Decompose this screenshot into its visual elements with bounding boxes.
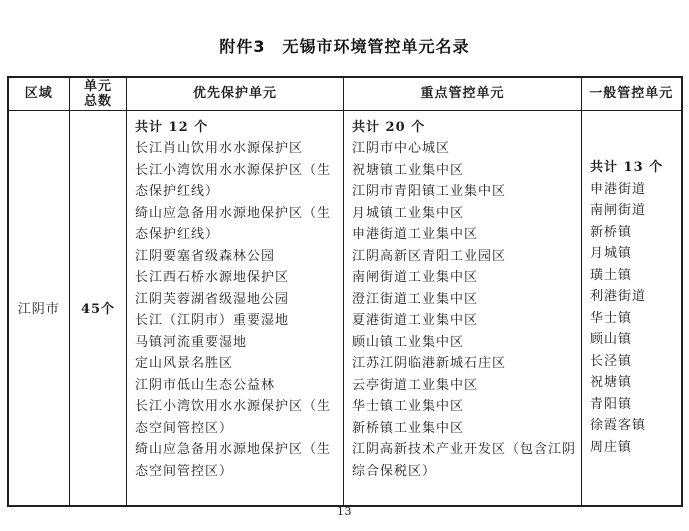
priority-unit-item: 江阴要塞省级森林公园 bbox=[135, 248, 276, 264]
region-name: 江阴市 bbox=[17, 302, 60, 318]
header-region-label: 区域 bbox=[24, 86, 53, 102]
priority-unit-item: 长江小湾饮用水水源保护区（生态空间管控区） bbox=[135, 399, 332, 436]
priority-unit-item: 江阴芙蓉湖省级湿地公园 bbox=[135, 291, 290, 307]
unit-total-value: 45个 bbox=[80, 302, 116, 318]
general-control-units-cell bbox=[582, 110, 682, 506]
general-control-unit-item: 青阳镇 bbox=[590, 396, 633, 412]
priority-units-summary: 共计 12 个 bbox=[135, 119, 209, 135]
header-general-control bbox=[582, 77, 682, 110]
key-control-unit-item: 南闸街道工业集中区 bbox=[352, 270, 479, 285]
header-priority-protection-label: 优先保护单元 bbox=[192, 86, 277, 102]
general-control-unit-item: 璜土镇 bbox=[590, 267, 633, 283]
key-control-unit-item: 申港街道工业集中区 bbox=[352, 227, 479, 242]
general-control-unit-item: 顾山镇 bbox=[590, 332, 633, 348]
key-control-units-cell bbox=[344, 110, 582, 506]
header-priority-protection bbox=[127, 77, 344, 110]
key-control-unit-item: 祝塘镇工业集中区 bbox=[352, 162, 465, 178]
general-control-units-summary: 共计 13 个 bbox=[590, 160, 664, 176]
unit-total-cell bbox=[70, 110, 127, 506]
page-number: 13 bbox=[337, 505, 352, 518]
document-title: 附件3 无锡市环境管控单元名录 bbox=[219, 37, 470, 56]
header-unit-total-label: 单元总数 bbox=[83, 78, 112, 109]
general-control-unit-item: 南闸街道 bbox=[590, 203, 647, 219]
table-header-row bbox=[8, 77, 682, 110]
general-control-unit-item: 申港街道 bbox=[590, 181, 647, 197]
priority-units-cell bbox=[127, 110, 344, 506]
key-control-unit-item: 江阴高新区青阳工业园区 bbox=[352, 248, 507, 264]
key-control-unit-item: 澄江街道工业集中区 bbox=[352, 291, 479, 307]
key-control-units-list bbox=[352, 138, 577, 482]
key-control-unit-item: 江阴市中心城区 bbox=[352, 141, 451, 156]
key-control-unit-item: 新桥镇工业集中区 bbox=[352, 420, 465, 436]
header-key-control bbox=[344, 77, 582, 110]
priority-unit-item: 绮山应急备用水源地保护区（生态空间管控区） bbox=[135, 442, 332, 479]
general-control-units-list bbox=[590, 179, 677, 459]
general-control-unit-item: 祝塘镇 bbox=[590, 375, 633, 391]
header-unit-total bbox=[70, 77, 127, 110]
priority-unit-item: 马镇河流重要湿地 bbox=[135, 334, 248, 350]
priority-unit-item: 长江西石桥水源地保护区 bbox=[135, 270, 290, 285]
general-control-unit-item: 华士镇 bbox=[590, 310, 633, 326]
key-control-unit-item: 顾山镇工业集中区 bbox=[352, 334, 465, 350]
control-units-table bbox=[7, 76, 683, 507]
key-control-unit-item: 江苏江阴临港新城石庄区 bbox=[352, 356, 507, 371]
key-control-unit-item: 月城镇工业集中区 bbox=[352, 205, 465, 221]
priority-unit-item: 定山风景名胜区 bbox=[135, 356, 234, 371]
region-cell bbox=[8, 110, 70, 506]
header-key-control-label: 重点管控单元 bbox=[420, 86, 505, 102]
priority-unit-item: 长江（江阴市）重要湿地 bbox=[135, 313, 290, 328]
general-control-unit-item: 新桥镇 bbox=[590, 224, 633, 240]
key-control-unit-item: 云亭街道工业集中区 bbox=[352, 377, 479, 393]
key-control-unit-item: 江阴高新技术产业开发区（包含江阴综合保税区） bbox=[352, 442, 577, 479]
general-control-unit-item: 周庄镇 bbox=[590, 439, 633, 455]
header-region bbox=[8, 77, 70, 110]
key-control-unit-item: 江阴市青阳镇工业集中区 bbox=[352, 184, 507, 199]
priority-unit-item: 绮山应急备用水源地保护区（生态保护红线） bbox=[135, 205, 332, 242]
priority-unit-item: 江阴市低山生态公益林 bbox=[135, 377, 276, 393]
key-control-units-summary: 共计 20 个 bbox=[352, 119, 426, 135]
general-control-unit-item: 徐霞客镇 bbox=[590, 418, 647, 434]
table-row bbox=[8, 110, 682, 506]
general-control-unit-item: 长泾镇 bbox=[590, 353, 633, 369]
priority-unit-item: 长江肖山饮用水水源保护区 bbox=[135, 141, 304, 156]
key-control-unit-item: 夏港街道工业集中区 bbox=[352, 313, 479, 328]
priority-unit-item: 长江小湾饮用水水源保护区（生态保护红线） bbox=[135, 162, 332, 199]
header-general-control-label: 一般管控单元 bbox=[589, 86, 674, 102]
priority-units-list bbox=[135, 138, 339, 482]
general-control-unit-item: 月城镇 bbox=[590, 246, 633, 262]
general-control-unit-item: 利港街道 bbox=[590, 289, 647, 305]
key-control-unit-item: 华士镇工业集中区 bbox=[352, 399, 465, 414]
